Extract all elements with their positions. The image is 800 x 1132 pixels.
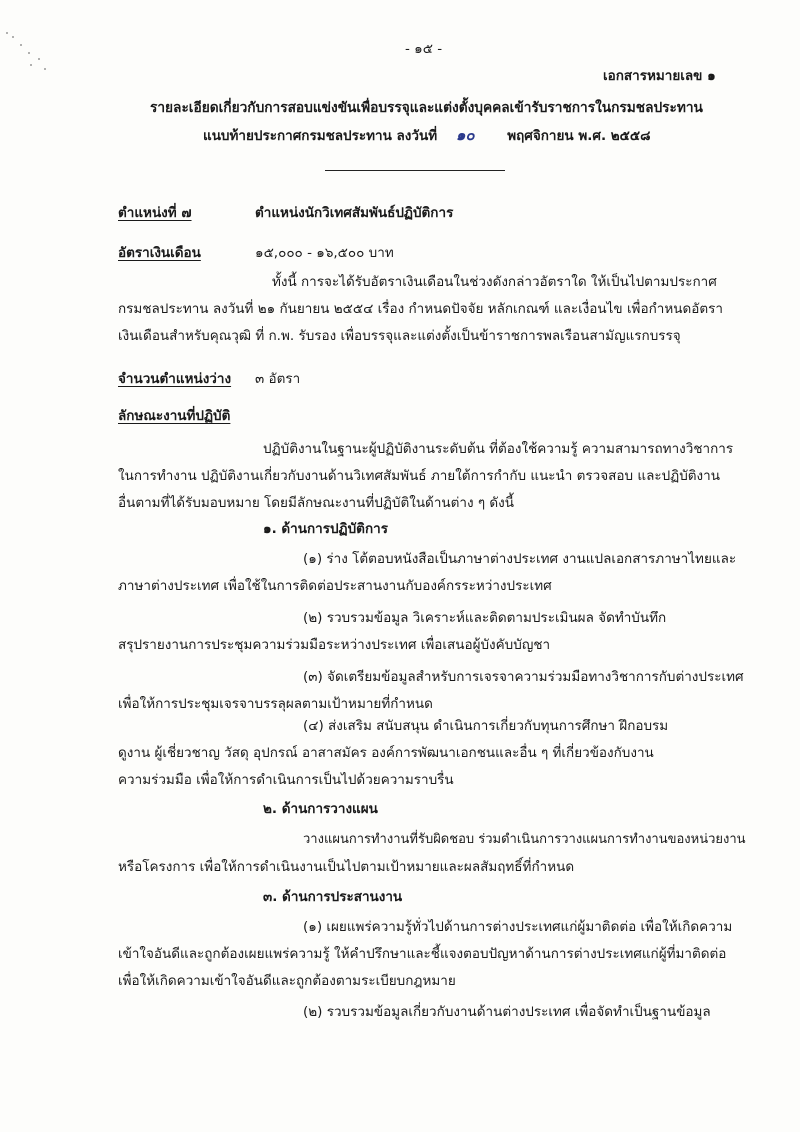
section-3-heading: ๓. ด้านการประสานงาน	[263, 889, 403, 905]
title-divider	[325, 170, 505, 171]
s1-item-1-line-2: ภาษาต่างประเทศ เพื่อใช้ในการติดต่อประสานงานกับองค์กรระหว่างประเทศ	[118, 578, 552, 594]
salary-label: อัตราเงินเดือน	[118, 245, 201, 261]
position-label: ตำแหน่งที่ ๗	[118, 205, 192, 221]
salary-note-line-1: ทั้งนี้ การจะได้รับอัตราเงินเดือนในช่วงดังกล่าวอัตราใด ให้เป็นไปตามประกาศ	[272, 274, 717, 290]
s2-text-line-1: วางแผนการทำงานที่รับผิดชอบ ร่วมดำเนินการวางแผนการทำงานของหน่วยงาน	[303, 832, 746, 847]
duties-intro-line-1: ปฏิบัติงานในฐานะผู้ปฏิบัติงานระดับต้น ที่ต้องใช้ความรู้ ความสามารถทางวิชาการ	[263, 441, 734, 457]
salary-note-line-2: กรมชลประทาน ลงวันที่ ๒๑ กันยายน ๒๕๕๔ เรื่อง กำหนดปัจจัย หลักเกณฑ์ และเงื่อนไข เพื่อกำหนดอัตรา	[118, 301, 723, 317]
s1-item-4-line-1: (๔) ส่งเสริม สนับสนุน ดำเนินการเกี่ยวกับทุนการศึกษา ฝึกอบรม	[303, 718, 669, 734]
title-date-suffix: พฤศจิกายน พ.ศ. ๒๕๕๘	[507, 128, 651, 144]
vacancies-value: ๓ อัตรา	[255, 371, 301, 387]
vacancies-label: จำนวนตำแหน่งว่าง	[118, 371, 232, 387]
s3-item-1-line-3: เพื่อให้เกิดความเข้าใจอันดีและถูกต้องตามระเบียบกฎหมาย	[118, 973, 456, 989]
s1-item-2-line-2: สรุปรายงานการประชุมความร่วมมือระหว่างประเทศ เพื่อเสนอผู้บังคับบัญชา	[118, 637, 551, 653]
s3-item-2-line-1: (๒) รวบรวมข้อมูลเกี่ยวกับงานด้านต่างประเทศ เพื่อจัดทำเป็นฐานข้อมูล	[303, 1004, 711, 1020]
s3-item-1-line-1: (๑) เผยแพร่ความรู้ทั่วไปด้านการต่างประเทศแก่ผู้มาติดต่อ เพื่อให้เกิดความ	[303, 919, 733, 935]
duties-heading: ลักษณะงานที่ปฏิบัติ	[118, 408, 231, 424]
s1-item-4-line-2: ดูงาน ผู้เชี่ยวชาญ วัสดุ อุปกรณ์ อาสาสมัคร องค์การพัฒนาเอกชนและอื่น ๆ ที่เกี่ยวข้องกับงาน	[118, 745, 654, 761]
document-reference: เอกสารหมายเลข ๑	[603, 68, 716, 84]
s1-item-1-line-1: (๑) ร่าง โต้ตอบหนังสือเป็นภาษาต่างประเทศ งานแปลเอกสารภาษาไทยและ	[303, 551, 737, 567]
section-1-heading: ๑. ด้านการปฏิบัติการ	[263, 521, 388, 537]
section-2-heading: ๒. ด้านการวางแผน	[263, 801, 378, 817]
duties-intro-line-2: ในการทำงาน ปฏิบัติงานเกี่ยวกับงานด้านวิเทศสัมพันธ์ ภายใต้การกำกับ แนะนำ ตรวจสอบ และปฏิบัติงาน	[118, 468, 720, 484]
title-day-handwritten: ๑๐	[455, 126, 475, 144]
s3-item-1-line-2: เข้าใจอันดีและถูกต้องเผยแพร่ความรู้ ให้คำปรึกษาและชี้แจงตอบปัญหาด้านการต่างประเทศแก่ผู้ที่มาติดต่อ	[118, 946, 727, 962]
s1-item-4-line-3: ความร่วมมือ เพื่อให้การดำเนินการเป็นไปด้วยความราบรื่น	[118, 772, 454, 788]
title-date-prefix: แนบท้ายประกาศกรมชลประทาน ลงวันที่	[203, 128, 438, 144]
s1-item-3-line-1: (๓) จัดเตรียมข้อมูลสำหรับการเจรจาความร่วมมือทางวิชาการกับต่างประเทศ	[303, 669, 744, 685]
salary-value: ๑๕,๐๐๐ - ๑๖,๕๐๐ บาท	[255, 245, 394, 261]
page-title-line-2	[203, 126, 651, 145]
position-value: ตำแหน่งนักวิเทศสัมพันธ์ปฏิบัติการ	[255, 205, 454, 221]
page-title-line-1: รายละเอียดเกี่ยวกับการสอบแข่งขันเพื่อบรรจุและแต่งตั้งบุคคลเข้ารับราชการในกรมชลประทาน	[150, 100, 703, 116]
s2-text-line-2: หรือโครงการ เพื่อให้การดำเนินงานเป็นไปตามเป้าหมายและผลสัมฤทธิ์ที่กำหนด	[118, 859, 575, 875]
page-number: - ๑๕ -	[405, 41, 443, 57]
s1-item-2-line-1: (๒) รวบรวมข้อมูล วิเคราะห์และติดตามประเมินผล จัดทำบันทึก	[303, 610, 667, 626]
s1-item-3-line-2: เพื่อให้การประชุมเจรจาบรรลุผลตามเป้าหมายที่กำหนด	[118, 696, 433, 712]
duties-intro-line-3: อื่นตามที่ได้รับมอบหมาย โดยมีลักษณะงานที่ปฏิบัติในด้านต่าง ๆ ดังนี้	[118, 495, 514, 511]
salary-note-line-3: เงินเดือนสำหรับคุณวุฒิ ที่ ก.พ. รับรอง เพื่อบรรจุและแต่งตั้งเป็นข้าราชการพลเรือนสามัญแรกบรรจุ	[118, 328, 681, 344]
